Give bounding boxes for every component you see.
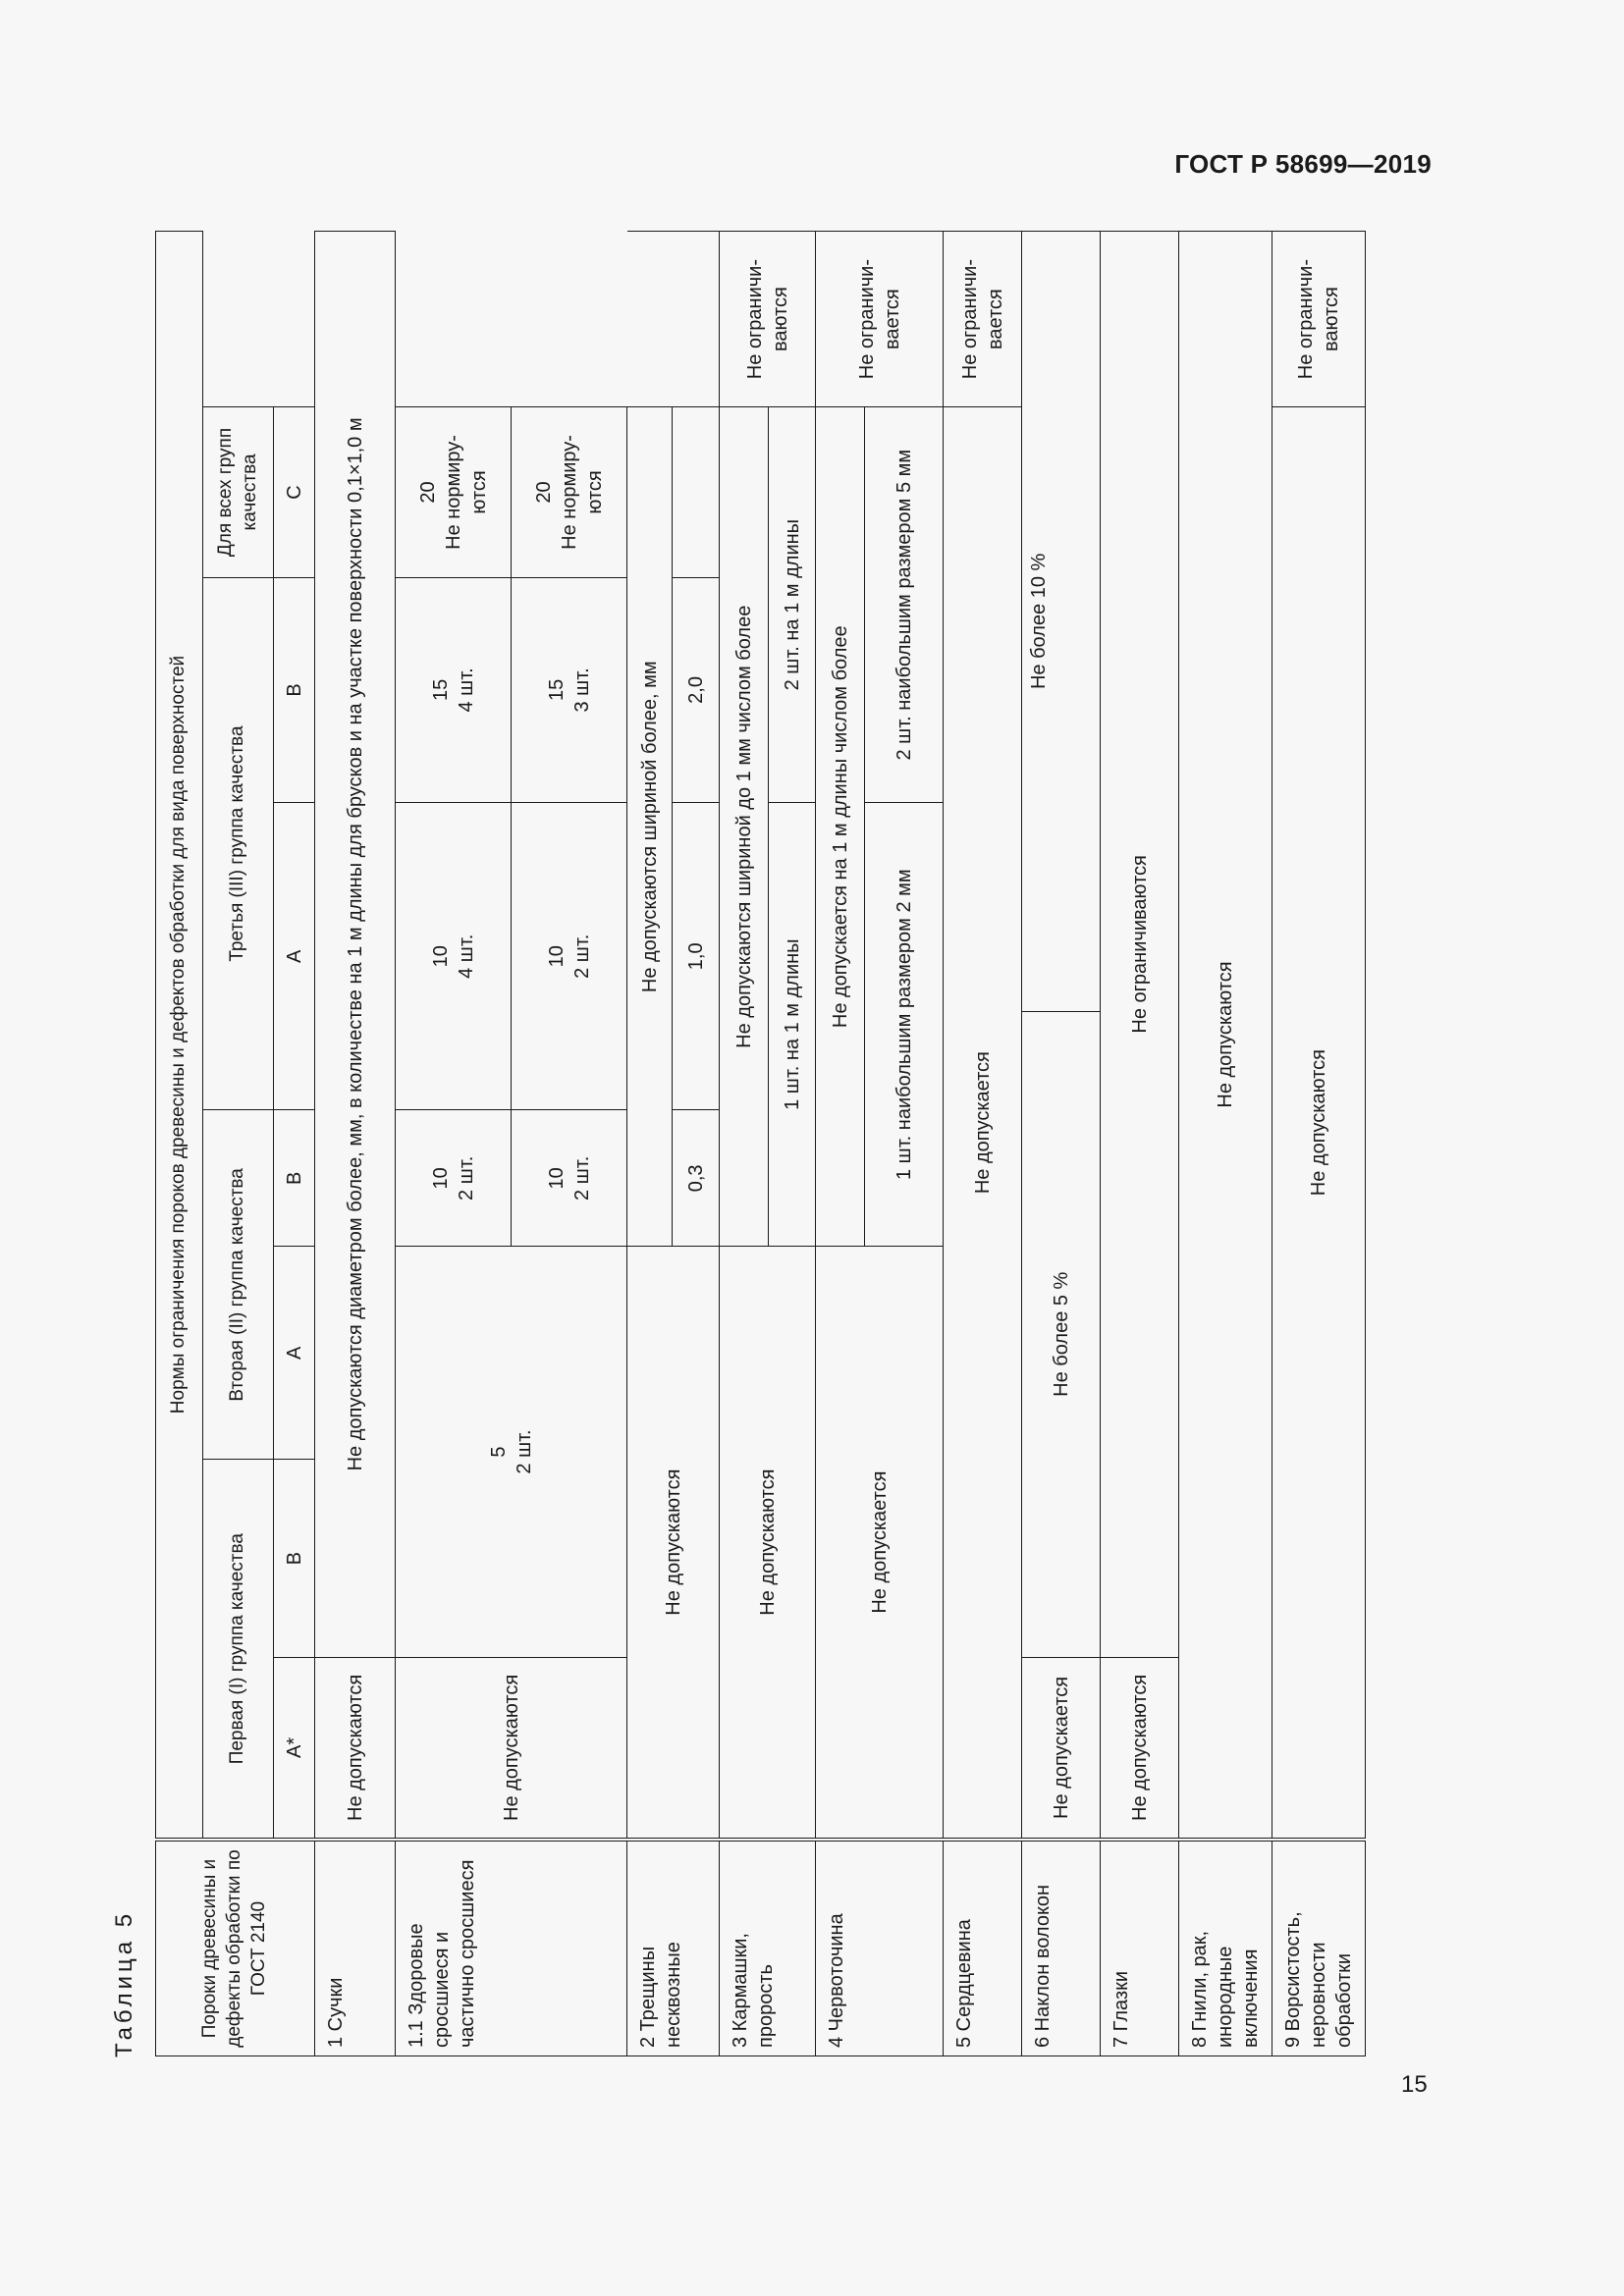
row-3-g1: Не допускаются: [720, 1247, 816, 1840]
header-row-2: [203, 232, 274, 2056]
row-2-g1: Не допускаются: [627, 1247, 720, 1840]
header-g2-b: B: [274, 1110, 315, 1247]
row-1-1-c: [396, 407, 512, 577]
row-2-g3a: 1,0: [673, 803, 720, 1110]
table-caption: Таблица 5: [111, 1909, 137, 2057]
row-7-name: 7 Глазки: [1101, 1840, 1179, 2056]
row-4-head: Не допускается на 1 м длины числом более: [816, 407, 865, 1247]
row-1-2-g3b-l2: 3 шт.: [570, 667, 593, 713]
row-5-c: Не ограничи-вается: [944, 232, 1022, 407]
row-9: [1272, 232, 1366, 2056]
row-6-name: 6 Наклон волокон: [1022, 1840, 1101, 2056]
row-3-sub2: 2 шт. на 1 м длины: [769, 407, 816, 803]
row-1-1-g3b-l1: 15: [429, 678, 452, 702]
header-group-all: Для всех групп качества: [203, 407, 274, 577]
row-1-span: Не допускаются диаметром более, мм, в количестве на 1 м длины для брусков и на участке поверхности 0,1×1,0 м: [315, 232, 396, 1658]
row-7-g: Не ограничиваются: [1101, 232, 1179, 1658]
row-3-head: Не допускаются шириной до 1 мм числом более: [720, 407, 769, 1247]
rotated-table-container: [155, 231, 1355, 2056]
header-row-1: [156, 232, 203, 2056]
row-6-g: Не более 5 %: [1022, 1011, 1101, 1657]
row-4-c: Не ограничи-вается: [816, 232, 944, 407]
standard-number: ГОСТ Р 58699—2019: [1174, 149, 1432, 179]
row-1-1-g3a-l2: 4 шт.: [455, 934, 477, 979]
row-1-1-c-l1: 20: [416, 481, 439, 504]
row-2: [627, 232, 673, 2056]
row-9-name: 9 Ворсистость, неровности обработки: [1272, 1840, 1366, 2056]
row-1-1-g2b-l1: 10: [429, 1167, 452, 1190]
row-7: [1101, 232, 1179, 2056]
header-group-1: Первая (I) группа качества: [203, 1460, 274, 1840]
row-1-1-g1b-l2: 2 шт.: [513, 1429, 535, 1474]
row-1-1-g3b: [396, 577, 512, 802]
row-2-g3b: 2,0: [673, 577, 720, 802]
row-1-2-c: [512, 407, 627, 577]
row-1-1-g1a: Не допускаются: [396, 1657, 627, 1840]
row-1-2-c-l2: Не нормиру-ются: [558, 435, 606, 550]
header-g1-b: B: [274, 1460, 315, 1657]
row-1-name: 1 Сучки: [315, 1840, 396, 2056]
row-1-g1a: Не допускаются: [315, 1657, 396, 1840]
row-2-head: Не допускаются шириной более, мм: [627, 407, 673, 1247]
row-5-span: Не допускается: [944, 407, 1022, 1840]
row-3: [720, 232, 769, 2056]
header-group-2: Вторая (II) группа качества: [203, 1110, 274, 1460]
row-4-name: 4 Червоточина: [816, 1840, 944, 2056]
row-1-2-g3a-l2: 2 шт.: [570, 934, 593, 979]
row-1-1-g2b: [396, 1110, 512, 1247]
row-1: [315, 232, 396, 2056]
row-4-sub1: 1 шт. наибольшим размером 2 мм: [865, 803, 944, 1247]
row-1-2-g2b: [512, 1110, 627, 1247]
row-1-2-g3a: [512, 803, 627, 1110]
row-1-1-name: 1.1 Здоровые сросшиеся и частично сросшиеся: [396, 1840, 627, 2056]
header-c: C: [274, 407, 315, 577]
header-row-3: [274, 232, 315, 2056]
row-3-c: Не ограничи-ваются: [720, 232, 816, 407]
row-1-2-g3a-l1: 10: [545, 945, 568, 968]
row-8: [1179, 232, 1272, 2056]
header-g2-a: A: [274, 1247, 315, 1460]
row-1-1-g1b-g2a: [396, 1247, 627, 1658]
row-1-2-g3b: [512, 577, 627, 802]
row-9-g: Не допускаются: [1272, 407, 1366, 1840]
row-5: [944, 232, 1022, 2056]
row-1-1-g3a-l1: 10: [429, 945, 452, 968]
row-3-name: 3 Кармашки, прорость: [720, 1840, 816, 2056]
row-8-name: 8 Гнили, рак, инородные включения: [1179, 1840, 1272, 2056]
header-g3-b: B: [274, 577, 315, 802]
row-7-g1a: Не допускаются: [1101, 1657, 1179, 1840]
row-5-name: 5 Сердцевина: [944, 1840, 1022, 2056]
row-6-g3: Не более 10 %: [1022, 232, 1101, 1012]
header-group-3: Третья (III) группа качества: [203, 577, 274, 1110]
row-1-1-g1b-l1: 5: [487, 1446, 510, 1458]
row-4-sub2: 2 шт. наибольшим размером 5 мм: [865, 407, 944, 803]
row-1-2-g2b-l2: 2 шт.: [570, 1155, 593, 1201]
header-g1-a: A*: [274, 1657, 315, 1840]
row-2-g2b: 0,3: [673, 1110, 720, 1247]
header-norms: Нормы ограничения пороков древесины и дефектов обработки для вида поверхностей: [156, 232, 203, 1841]
row-4-g1: Не допускается: [816, 1247, 944, 1840]
row-6: [1022, 232, 1101, 2056]
row-1-1-g2b-l2: 2 шт.: [455, 1155, 477, 1201]
row-1-1-g3a: [396, 803, 512, 1110]
row-2-name: 2 Трещины несквозные: [627, 1840, 720, 2056]
row-1-1-c-l2: Не нормиру-ются: [442, 435, 490, 550]
row-6-g1a: Не допускается: [1022, 1657, 1101, 1840]
row-4: [816, 232, 865, 2056]
header-g3-a: A: [274, 803, 315, 1110]
row-2-c-spacer: [627, 232, 720, 407]
page-number: 15: [1401, 2071, 1428, 2098]
row-1-1: [396, 232, 512, 2056]
row-8-g: Не допускаются: [1179, 232, 1272, 1841]
row-3-sub1: 1 шт. на 1 м длины: [769, 803, 816, 1247]
row-1-2-c-l1: 20: [532, 481, 555, 504]
row-1-1-g3b-l2: 4 шт.: [455, 667, 477, 713]
defects-table: [155, 231, 1366, 2056]
row-9-c: Не ограничи-ваются: [1272, 232, 1366, 407]
row-1-2-g3b-l1: 15: [545, 678, 568, 702]
row-1-2-g2b-l1: 10: [545, 1167, 568, 1190]
header-defects: Пороки древесины и дефекты обработки по ГОСТ 2140: [156, 1840, 315, 2056]
